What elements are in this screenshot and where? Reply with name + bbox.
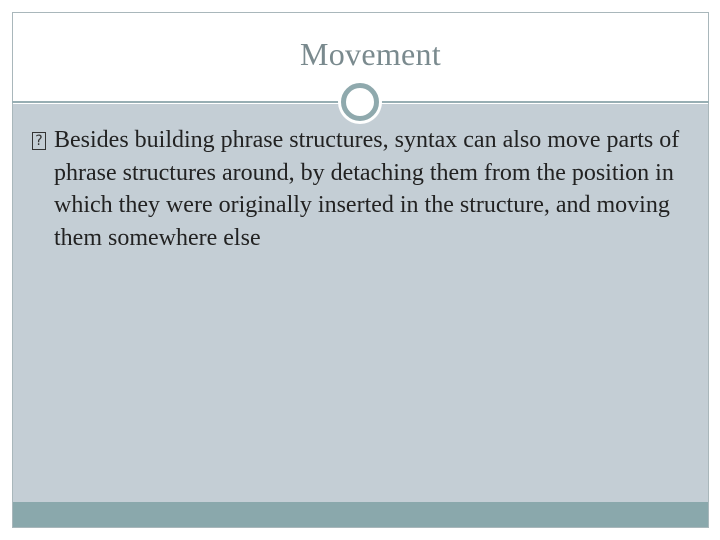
footer-bar xyxy=(13,502,708,527)
slide-body xyxy=(32,124,692,254)
bullet-item xyxy=(32,124,692,254)
ring-icon xyxy=(341,83,379,121)
bullet-text: Besides building phrase structures, syntax can also move parts of phrase structures around, by detaching them from the position in which they were originally inserted in the structure, and moving them somewhere else xyxy=(54,127,680,251)
bullet-marker-icon: ? xyxy=(32,132,46,150)
slide-title: Movement xyxy=(299,36,442,72)
